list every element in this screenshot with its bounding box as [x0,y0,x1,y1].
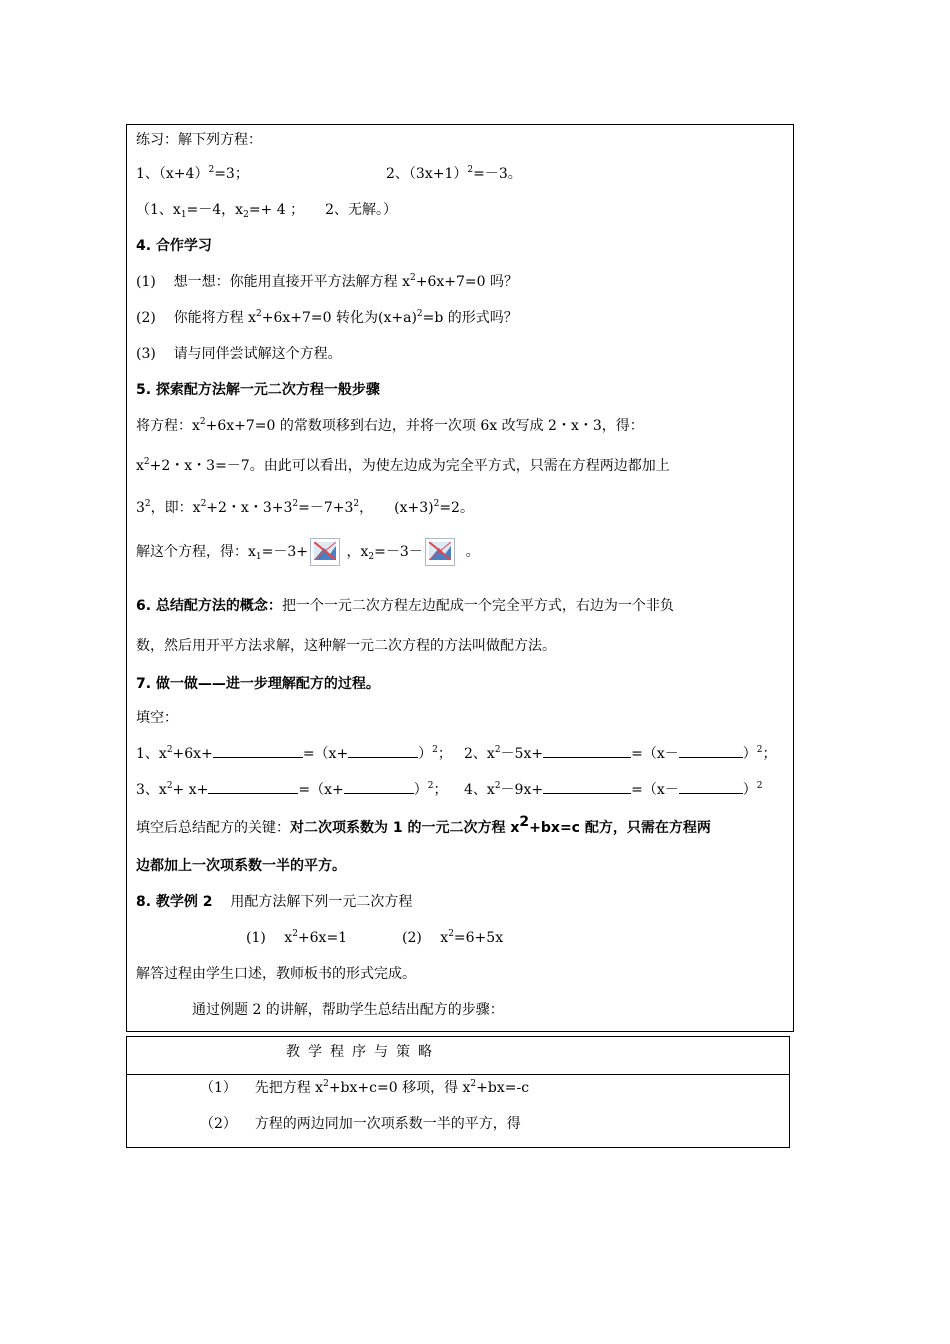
section-8-heading: 8. 教学例 2 用配方法解下列一元二次方程 [136,894,413,910]
section-6-line-1: 6. 总结配方法的概念：把一个一元二次方程左边配成一个完全平方式，右边为一个非负 [136,598,674,614]
fill-row-1-right: 2、$x^2-5x+ =(x- )^2$； [464,745,777,762]
table-header: 教学程序与策略 [286,1044,440,1060]
fill-in-label: 填空： [136,710,178,726]
fill-row-1: 1、$x^2+6x+ =(x+ )^2$； [136,745,452,762]
section-5-p2: $x^2+2$・x・3=－7。由此可以看出，为使左边成为完全平方式，只需在方程两边都加上 [136,457,670,474]
section-7-heading: 7. 做一做——进一步理解配方的过程。 [136,676,380,692]
section-5-p4: 解这个方程，得：$x_1=-3+$ ，$x_2=-3-$ 。 [136,538,480,566]
fill-row-2: 3、$x^2+ x+ =(x+ )^2$； [136,781,448,798]
step-2: （2） 方程的两边同加一次项系数一半的平方，得 [200,1116,521,1132]
section-4-item-1: (1) 想一想：你能用直接开平方法解方程 $x^2+6x+7=0$ 吗？ [136,273,519,290]
section-8-p2: 通过例题 2 的讲解，帮助学生总结出配方的步骤： [192,1002,504,1018]
example-eq-1: (1) $x^2+6x=1$ [246,929,348,946]
blank-field[interactable] [348,745,418,758]
blank-field[interactable] [213,745,303,758]
sqrt2-image-icon-2 [425,538,455,566]
blank-field[interactable] [543,745,631,758]
step-1: （1） 先把方程 $x^2+bx+c=0$ 移项，得 $x^2+bx=-c$ [200,1079,530,1096]
fill-row-2-right: 4、$x^2-9x+ =(x- )^2$ [464,781,763,798]
blank-field[interactable] [208,781,298,794]
blank-field[interactable] [344,781,414,794]
summary-line-1: 填空后总结配方的关键：对二次项系数为 1 的一元二次方程 $x^2+bx=c$ 配方，只需在方程两 [136,814,711,836]
table-divider [127,1074,789,1075]
section-5-p1: 将方程：$x^2+6x+7=0$ 的常数项移到右边，并将一次项 6x 改写成 2・x・3，得： [136,417,644,434]
blank-field[interactable] [679,781,743,794]
practice-title: 练习：解下列方程： [136,132,262,148]
section-5-p3: $3^2$，即：$x^2+2$・x・$3+3^2=-7+3^2$， $(x+3)^2=2$。 [136,499,474,516]
practice-q1: 1、$(x+4)^2=3$； [136,165,249,182]
sqrt2-image-icon [310,538,340,566]
blank-field[interactable] [679,745,743,758]
blank-field[interactable] [543,781,631,794]
section-4-item-2: (2) 你能将方程 $x^2+6x+7=0$ 转化为$(x+a)^2=b$ 的形式吗？ [136,309,518,326]
section-5-heading: 5. 探索配方法解一元二次方程一般步骤 [136,382,380,398]
section-8-p1: 解答过程由学生口述，教师板书的形式完成。 [136,966,416,982]
section-4-heading: 4. 合作学习 [136,238,212,254]
practice-answer: （1、$x_1=-4$，$x_2=+ 4$ ； 2、无解。） [136,202,398,220]
practice-q2: 2、$(3x+1)^2=-3$。 [386,165,522,182]
section-4-item-3: (3) 请与同伴尝试解这个方程。 [136,346,342,362]
example-eq-2: (2) $x^2=6+5x$ [402,929,504,946]
summary-line-2: 边都加上一次项系数一半的平方。 [136,858,346,874]
section-6-line-2: 数，然后用开平方法求解，这种解一元二次方程的方法叫做配方法。 [136,638,556,654]
